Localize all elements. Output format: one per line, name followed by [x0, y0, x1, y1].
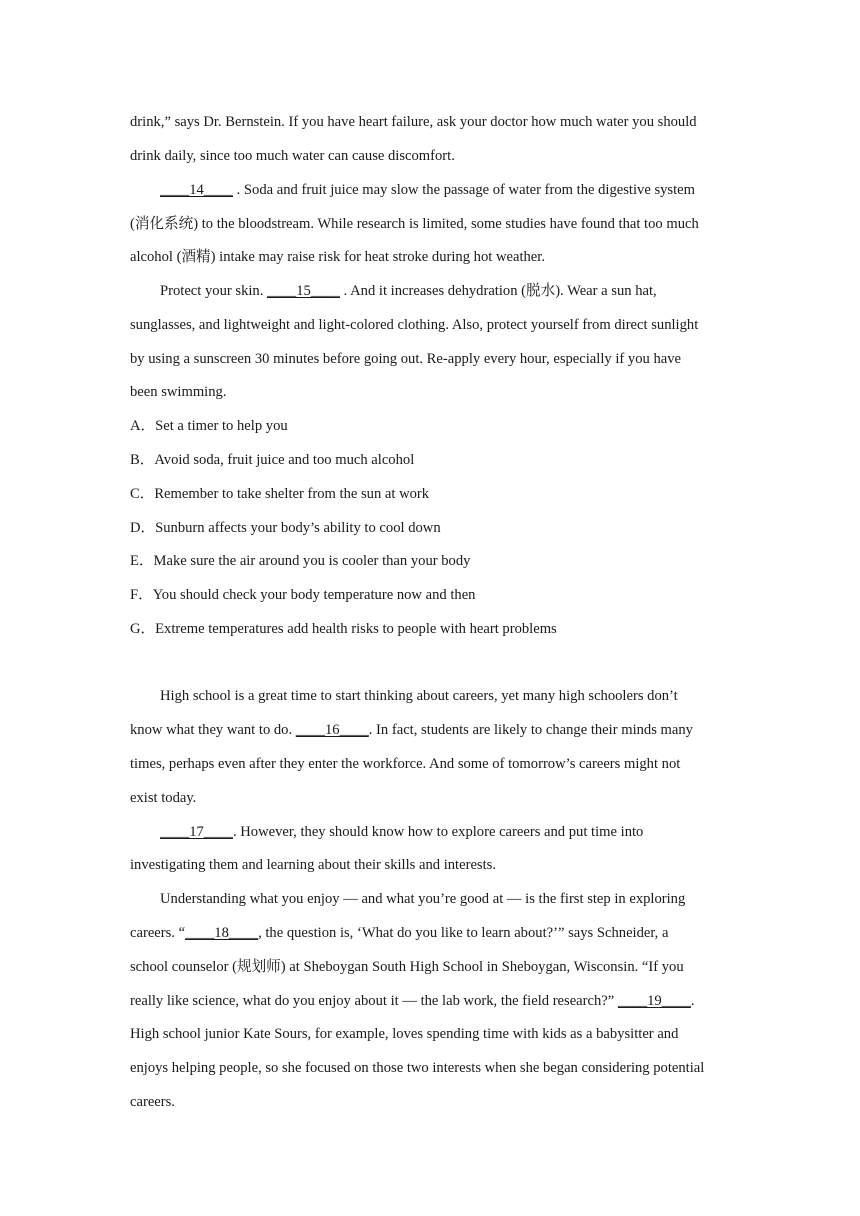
text-line: alcohol (酒精) intake may raise risk for heat stroke during hot weather. — [130, 249, 545, 265]
text-segment: . Soda and fruit juice may slow the passage of water from the digestive system — [232, 182, 695, 198]
text-line: school counselor (规划师) at Sheboygan South High School in Sheboygan, Wisconsin. “If you — [130, 959, 684, 975]
text-line: High school junior Kate Sours, for example, loves spending time with kids as a babysitter and — [130, 1026, 679, 1042]
blank-17: ____17____ — [160, 824, 233, 840]
text-line: exist today. — [130, 790, 197, 806]
text-line: enjoys helping people, so she focused on those two interests when she began considering potential — [130, 1060, 705, 1076]
paragraph-16-line — [130, 720, 693, 740]
text-line: times, perhaps even after they enter the workforce. And some of tomorrow’s careers might not — [130, 756, 681, 772]
text-line: by using a sunscreen 30 minutes before going out. Re-apply every hour, especially if you have — [130, 351, 681, 367]
option-f: F．You should check your body temperature now and then — [130, 587, 476, 603]
paragraph-19-line — [130, 991, 695, 1011]
paragraph-15-line-1 — [160, 281, 657, 301]
blank-18: ____18____ — [185, 925, 259, 941]
text-segment: , the question is, ‘What do you like to learn about?’” says Schneider, a — [258, 925, 669, 941]
blank-16: ____16____ — [295, 722, 369, 738]
blank-14: ____14____ — [160, 182, 233, 198]
blank-15: ____15____ — [267, 283, 340, 299]
text-segment: . In fact, students are likely to change their minds many — [368, 722, 693, 738]
text-line: (消化系统) to the bloodstream. While research is limited, some studies have found that too much — [130, 216, 699, 232]
option-a: A．Set a timer to help you — [130, 418, 288, 434]
text-segment: . — [690, 993, 695, 1009]
text-segment: really like science, what do you enjoy about it — the lab work, the field research?” — [130, 993, 618, 1009]
text-line: drink,” says Dr. Bernstein. If you have heart failure, ask your doctor how much water you should — [130, 114, 697, 130]
option-g: G．Extreme temperatures add health risks to people with heart problems — [130, 621, 557, 637]
text-line: investigating them and learning about their skills and interests. — [130, 857, 496, 873]
blank-19: ____19____ — [617, 993, 691, 1009]
text-segment: . However, they should know how to explore careers and put time into — [232, 824, 644, 840]
option-e: E．Make sure the air around you is cooler than your body — [130, 553, 471, 569]
paragraph-18-line — [130, 923, 668, 943]
paragraph-17-line — [160, 822, 643, 842]
text-line: High school is a great time to start thinking about careers, yet many high schoolers don’t — [160, 688, 678, 704]
text-segment: Protect your skin. — [160, 283, 268, 299]
text-segment: . And it increases dehydration (脱水). Wear a sun hat, — [339, 283, 657, 299]
text-segment: careers. “ — [130, 925, 186, 941]
option-b: B．Avoid soda, fruit juice and too much alcohol — [130, 452, 415, 468]
text-line: sunglasses, and lightweight and light-colored clothing. Also, protect yourself from direct sunlight — [130, 317, 699, 333]
option-d: D．Sunburn affects your body’s ability to cool down — [130, 520, 441, 536]
paragraph-14-line-1 — [160, 180, 695, 200]
text-line: been swimming. — [130, 384, 227, 400]
text-line: careers. — [130, 1094, 175, 1110]
text-line: Understanding what you enjoy — and what you’re good at — is the first step in exploring — [160, 891, 686, 907]
text-segment: know what they want to do. — [130, 722, 296, 738]
text-line: drink daily, since too much water can cause discomfort. — [130, 148, 455, 164]
option-c: C．Remember to take shelter from the sun at work — [130, 486, 430, 502]
